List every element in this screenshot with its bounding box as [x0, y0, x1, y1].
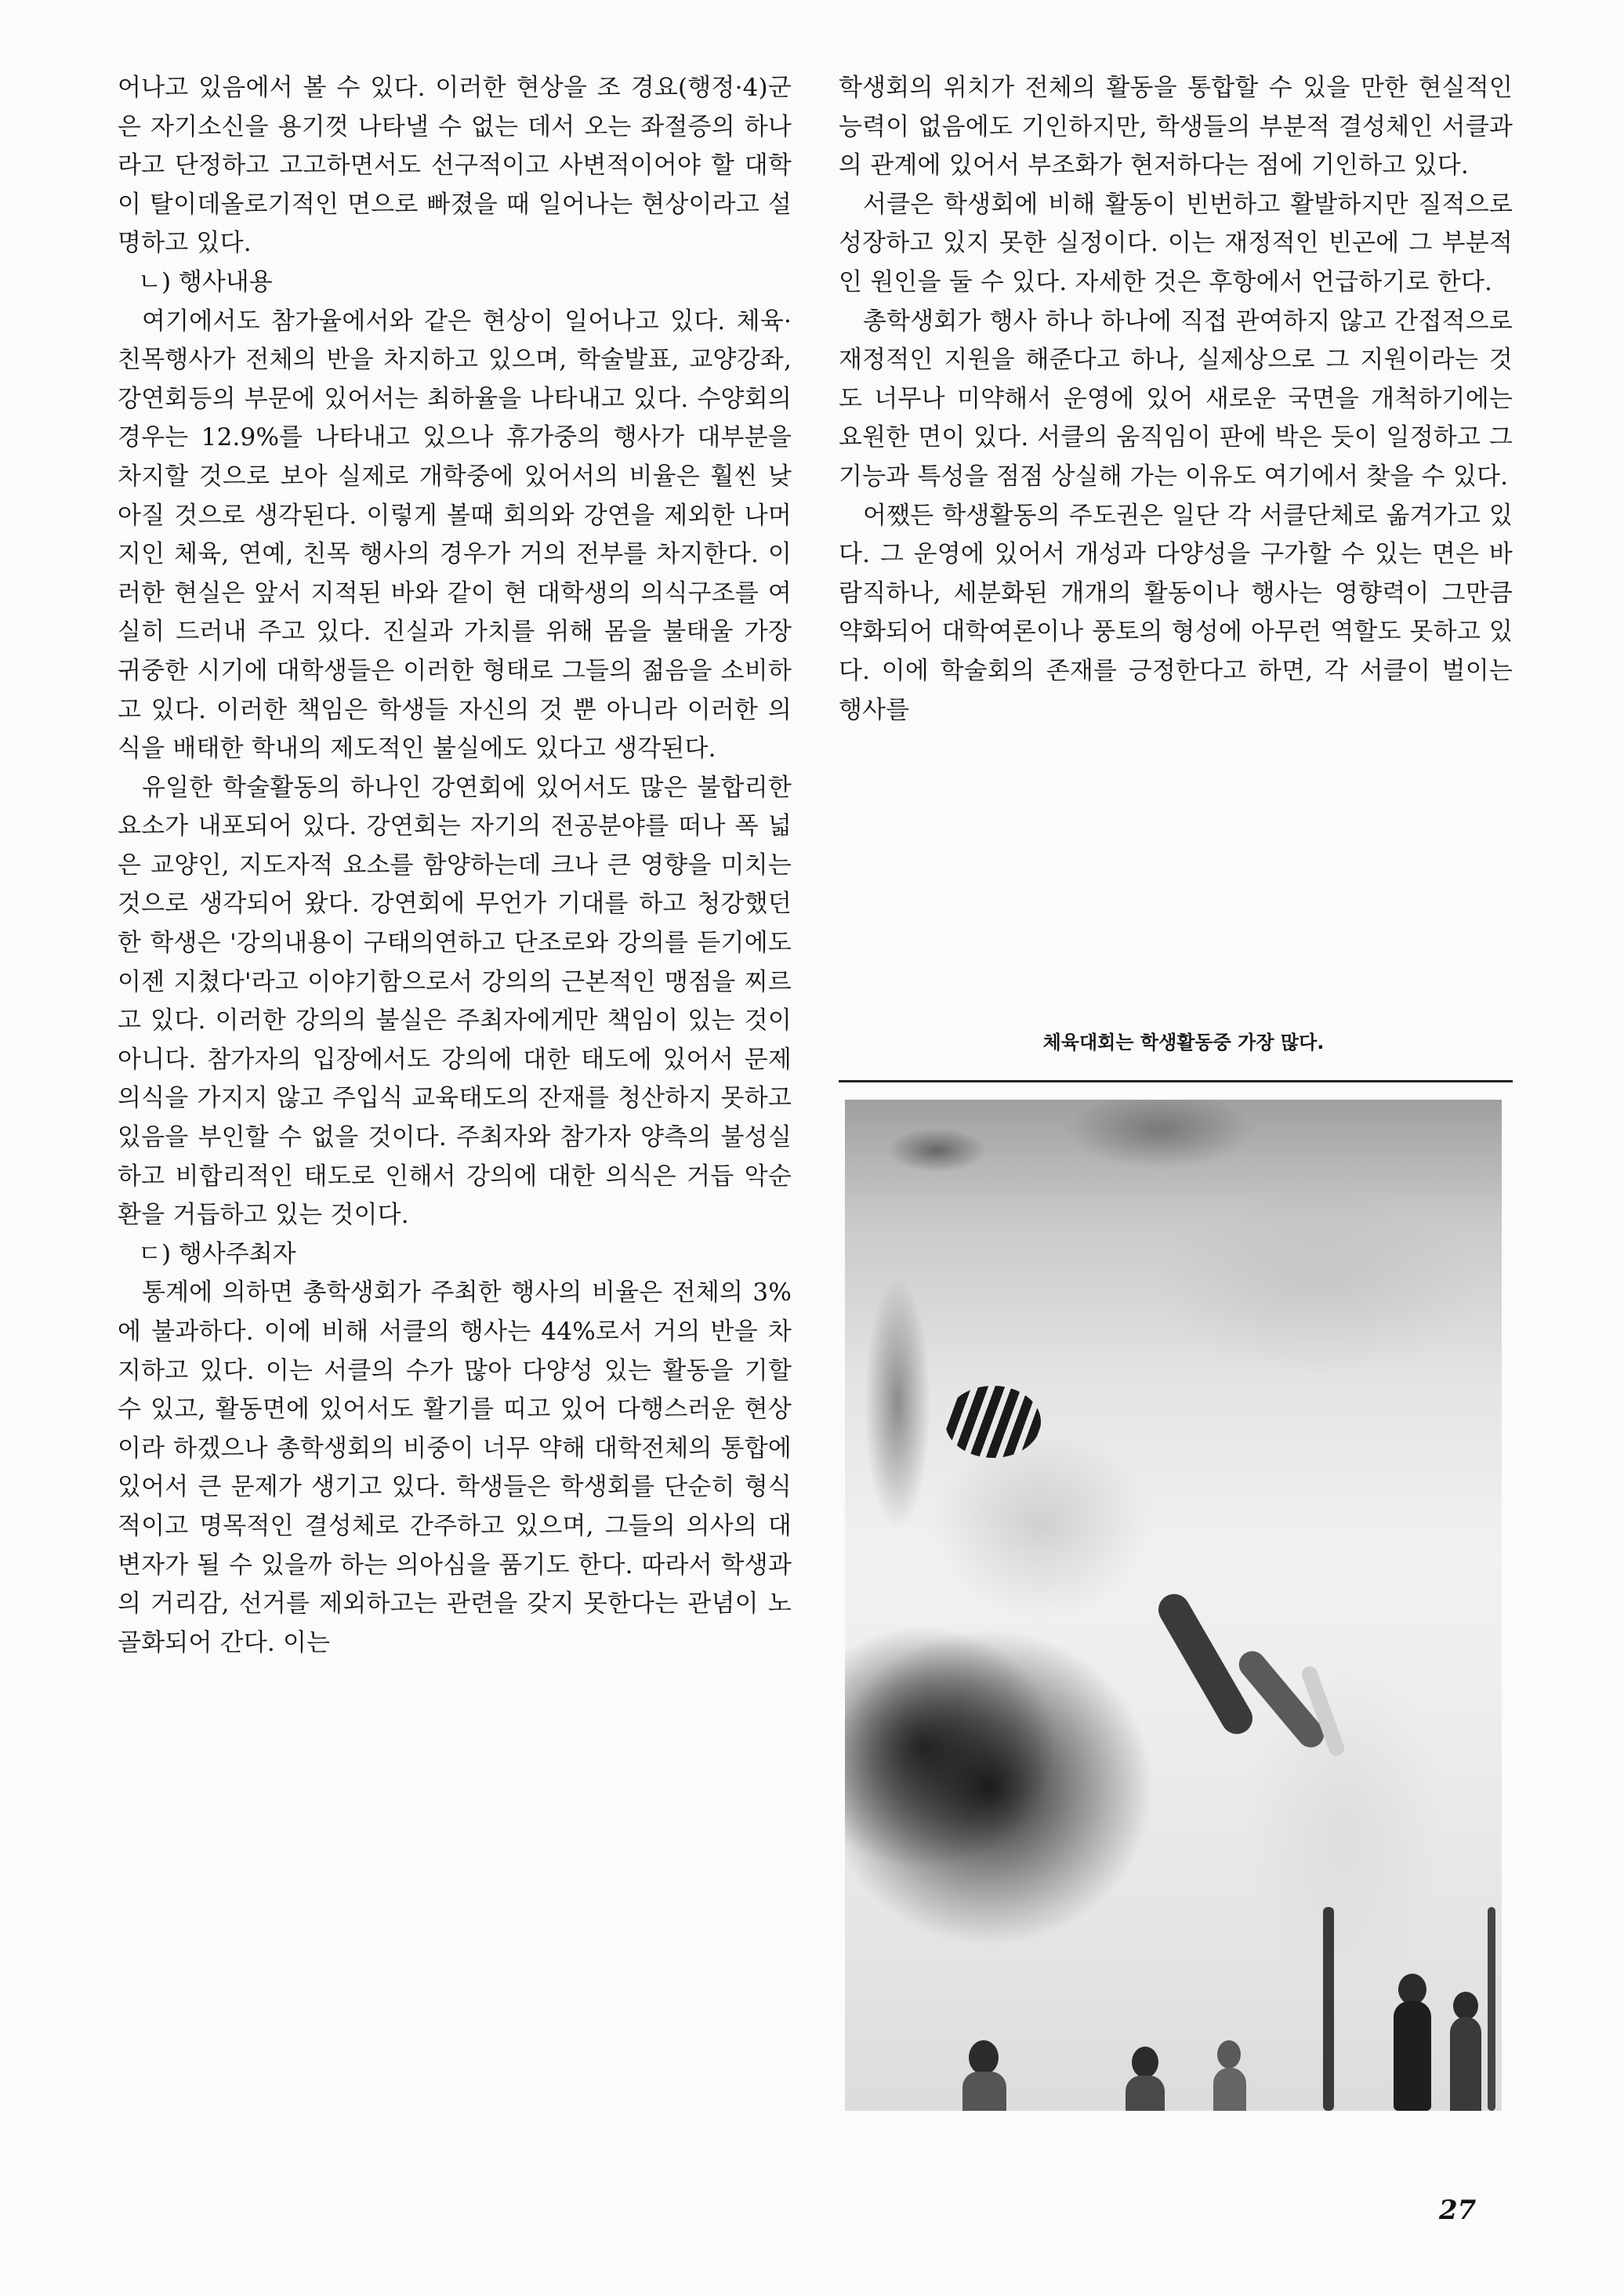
spectator: [1450, 2017, 1481, 2111]
spectator: [1394, 2001, 1431, 2111]
paragraph-clubs: 서클은 학생회에 비해 활동이 빈번하고 활발하지만 질적으로 성장하고 있지 못한 실정이다. 이는 재정적인 빈곤에 그 부분적인 원인을 둘 수 있다. 자세한 것은 후항에서 언급하기로 한다.: [839, 190, 1513, 296]
section-heading-event-organizer: ㄷ) 행사주최자: [138, 1239, 296, 1268]
net-pole: [1488, 1907, 1495, 2111]
spectator-head: [1398, 1974, 1426, 2005]
right-column: [839, 69, 1513, 730]
volleyball-in-air: [945, 1386, 1041, 1458]
paragraph-event-organizer: 통계에 의하면 총학생회가 주최한 행사의 비율은 전체의 3%에 불과하다. 이에 비해 서클의 행사는 44%로서 거의 반을 차지하고 있다. 이는 서클의 수가 많아 다양성 있는 활동을 기할 수 있고, 활동면에 있어서도 활기를 띠고 있어 다행스러운 현상이라 하겠으나 총학생회의 비중이 너무 약해 대학전체의 통합에 있어서 큰 문제가 생기고 있다. 학생들은 학생회를 단순히 형식적이고 명목적인 결성체로 간주하고 있으며, 그들의 의사의 대변자가 될 수 있을까 하는 의아심을 품기도 한다. 따라서 학생과의 거리감, 선거를 제외하고는 관련을 갖지 못한다는 관념이 노골화되어 간다. 이는: [118, 1278, 792, 1657]
spectator: [962, 2072, 1006, 2111]
spectator-head: [1217, 2040, 1241, 2068]
spectator-head: [1453, 1992, 1478, 2020]
page-number: 27: [1439, 2195, 1477, 2226]
caption-divider: [839, 1080, 1513, 1082]
spectator: [1213, 2068, 1246, 2111]
photo-figure: [839, 1027, 1513, 2111]
section-heading-event-content: ㄴ) 행사내용: [138, 267, 273, 296]
paragraph-initiative: 어쨌든 학생활동의 주도권은 일단 각 서클단체로 옮겨가고 있다. 그 운영에 있어서 개성과 다양성을 구가할 수 있는 면은 바람직하나, 세분화된 개개의 활동이나 행사는 영향력이 그만큼 약화되어 대학여론이나 풍토의 형성에 아무런 역할도 못하고 있다. 이에 학술회의 존재를 긍정한다고 하면, 각 서클이 벌이는 행사를: [839, 501, 1513, 724]
sports-event-photo: [845, 1100, 1502, 2111]
photo-caption: 체육대회는 학생활동중 가장 많다.: [1042, 1031, 1325, 1053]
left-column: [118, 69, 792, 1662]
spectator: [1126, 2076, 1165, 2111]
paragraph-event-content: 여기에서도 참가율에서와 같은 현상이 일어나고 있다. 체육·친목행사가 전체의 반을 차지하고 있으며, 학술발표, 교양강좌, 강연회등의 부문에 있어서는 최하율을 나타내고 있다. 수양회의 경우는 12.9%를 나타내고 있으나 휴가중의 행사가 대부분을 차지할 것으로 보아 실제로 개학중에 있어서의 비율은 훨씬 낮아질 것으로 생각된다. 이렇게 볼때 회의와 강연을 제외한 나머지인 체육, 연예, 친목 행사의 경우가 거의 전부를 차지한다. 이러한 현실은 앞서 지적된 바와 같이 현 대학생의 의식구조를 여실히 드러내 주고 있다. 진실과 가치를 위해 몸을 불태울 가장 귀중한 시기에 대학생들은 이러한 형태로 그들의 젊음을 소비하고 있다. 이러한 책임은 학생들 자신의 것 뿐 아니라 이러한 의식을 배태한 학내의 제도적인 불실에도 있다고 생각된다.: [118, 306, 792, 763]
paragraph-lectures: 유일한 학술활동의 하나인 강연회에 있어서도 많은 불합리한 요소가 내포되어 있다. 강연회는 자기의 전공분야를 떠나 폭 넓은 교양인, 지도자적 요소를 함양하는데 크나 큰 영향을 미치는 것으로 생각되어 왔다. 강연회에 무언가 기대를 하고 청강했던 한 학생은 '강의내용이 구태의연하고 단조로와 강의를 듣기에도 이젠 지쳤다'라고 이야기함으로서 강의의 근본적인 맹점을 찌르고 있다. 이러한 강의의 불실은 주최자에게만 책임이 있는 것이 아니다. 참가자의 입장에서도 강의에 대한 태도에 있어서 문제의식을 가지지 않고 주입식 교육태도의 잔재를 청산하지 못하고 있음을 부인할 수 없을 것이다. 주최자와 참가자 양측의 불성실하고 비합리적인 태도로 인해서 강의에 대한 의식은 거듭 악순환을 거듭하고 있는 것이다.: [118, 773, 792, 1230]
paragraph-continued: 어나고 있음에서 볼 수 있다. 이러한 현상을 조 경요(행정·4)군은 자기소신을 용기껏 나타낼 수 없는 데서 오는 좌절증의 하나라고 단정하고 고고하면서도 선구적이고 사변적이어야 할 대학이 탈이데올로기적인 면으로 빠졌을 때 일어나는 현상이라고 설명하고 있다.: [118, 74, 792, 258]
spectator-head: [969, 2040, 999, 2075]
net-pole: [1323, 1907, 1334, 2111]
paragraph-student-council: 학생회의 위치가 전체의 활동을 통합할 수 있을 만한 현실적인 능력이 없음에도 기인하지만, 학생들의 부분적 결성체인 서클과의 관계에 있어서 부조화가 현저하다는 점에 기인하고 있다.: [839, 74, 1513, 180]
spectator-head: [1132, 2047, 1158, 2078]
paragraph-financial-support: 총학생회가 행사 하나 하나에 직접 관여하지 않고 간접적으로 재정적인 지원을 해준다고 하나, 실제상으로 그 지원이라는 것도 너무나 미약해서 운영에 있어 새로운 국면을 개척하기에는 요원한 면이 있다. 서클의 움직임이 판에 박은 듯이 일정하고 그 기능과 특성을 점점 상실해 가는 이유도 여기에서 찾을 수 있다.: [839, 306, 1513, 491]
